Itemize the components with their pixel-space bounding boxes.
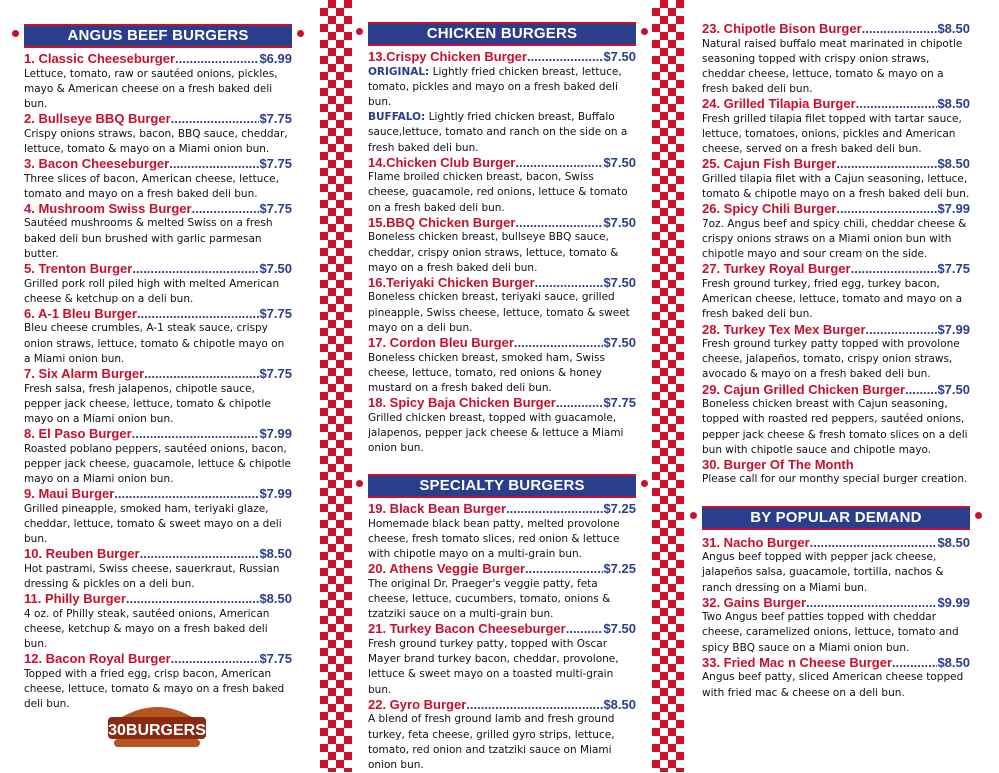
menu-item-price: $9.99 — [937, 594, 970, 610]
menu-item-price: $8.50 — [937, 96, 970, 112]
variant-label: BUFFALO: — [368, 111, 426, 124]
menu-item — [24, 52, 292, 112]
menu-item-title — [702, 596, 970, 611]
menu-item-price: $7.50 — [937, 381, 970, 397]
section-header-angus: ANGUS BEEF BURGERS — [24, 24, 292, 48]
menu-item-title — [24, 52, 292, 67]
menu-item-description: Crispy onions straws, bacon, BBQ sauce, cheddar, lettuce, tomato & mayo on a Miami onion bun. — [24, 127, 288, 155]
leader-dots — [892, 656, 937, 671]
menu-list-chicken — [368, 50, 636, 456]
menu-item-title — [702, 202, 970, 217]
leader-dots — [132, 427, 260, 442]
menu-item — [24, 157, 292, 202]
menu-item-description: Boneless chicken breast, bullseye BBQ sauce, cheddar, crispy onion straws, lettuce, tomato & mayo on a fresh baked deli bun. — [368, 231, 619, 274]
leader-dots — [856, 97, 938, 112]
menu-item-name: 7. Six Alarm Burger — [24, 366, 145, 382]
menu-item-title — [368, 156, 636, 171]
menu-item-name: 20. Athens Veggie Burger — [368, 561, 526, 577]
leader-dots — [525, 562, 603, 577]
menu-item-description: Fresh grilled tilapia filet topped with tartar sauce, lettuce, tomatoes, onions, pickles and American cheese, served on a fresh baked deli bun. — [702, 112, 962, 156]
leader-dots — [515, 216, 603, 231]
menu-item-name: 8. El Paso Burger — [24, 426, 132, 442]
menu-item-name: 14.Chicken Club Burger — [368, 154, 516, 170]
menu-item — [24, 202, 292, 262]
menu-item-price: $7.50 — [603, 621, 636, 637]
menu-item-price: $7.75 — [259, 366, 292, 382]
section-header-chicken: CHICKEN BURGERS — [368, 22, 636, 46]
menu-item-name: 21. Turkey Bacon Cheeseburger — [368, 621, 566, 637]
menu-item-title — [368, 276, 636, 291]
menu-item-name: 26. Spicy Chili Burger — [702, 201, 837, 217]
menu-item-description: Fresh ground turkey, fried egg, turkey bacon, American cheese, lettuce, tomato and mayo on a fresh baked deli bun. — [702, 277, 963, 321]
menu-item-title — [24, 652, 292, 667]
leader-dots — [514, 336, 604, 351]
menu-item-description: Roasted poblano peppers, sautéed onions, bacon, pepper jack cheese, guacamole, lettuce & chipotle mayo on a Miami onion bun. — [24, 442, 292, 486]
menu-item-title — [368, 216, 636, 231]
menu-item-title — [702, 157, 970, 172]
menu-item — [368, 502, 636, 562]
menu-item-name: 24. Grilled Tilapia Burger — [702, 96, 856, 112]
menu-item — [702, 656, 970, 701]
menu-item-title — [24, 112, 292, 127]
menu-item-name: 2. Bullseye BBQ Burger — [24, 111, 171, 127]
menu-item — [702, 323, 970, 383]
menu-item-title — [368, 562, 636, 577]
leader-dots — [169, 157, 259, 172]
leader-dots — [506, 502, 603, 517]
menu-item — [702, 97, 970, 157]
menu-item-name: 22. Gyro Burger — [368, 696, 467, 712]
menu-item-name: 15.BBQ Chicken Burger — [368, 214, 516, 230]
menu-item — [368, 396, 636, 456]
section-header-popular: BY POPULAR DEMAND — [702, 506, 970, 530]
menu-item-title — [24, 367, 292, 382]
menu-item-description: 7oz. Angus beef and spicy chili, cheddar cheese & crispy onions straws on a Miami onion bun with chipotle mayo and sour cream on the side. — [702, 217, 967, 261]
menu-item-price: $7.75 — [603, 395, 636, 411]
30burgers-logo — [98, 703, 216, 751]
menu-item-description: Hot pastrami, Swiss cheese, sauerkraut, Russian dressing & pickles on a deli bun. — [24, 562, 280, 591]
menu-item-name: 18. Spicy Baja Chicken Burger — [368, 395, 556, 411]
menu-item-description: A blend of fresh ground lamb and fresh ground turkey, feta cheese, grilled gyro strips, lettuce, tomato, red onion and tzatziki sauce on Miami onion bun. — [368, 713, 615, 771]
menu-item-price: $7.75 — [259, 651, 292, 667]
column-angus — [24, 0, 292, 713]
menu-item-price: $7.50 — [603, 214, 636, 230]
leader-dots — [126, 592, 260, 607]
menu-item-price: $8.50 — [937, 654, 970, 670]
menu-item-title — [702, 97, 970, 112]
menu-item-price: $7.50 — [259, 261, 292, 277]
menu-item-name: 11. Philly Burger — [24, 591, 126, 607]
leader-dots — [836, 202, 937, 217]
menu-item — [24, 547, 292, 592]
menu-item-price: $7.75 — [259, 200, 292, 216]
menu-item-name: 9. Maui Burger — [24, 486, 115, 502]
menu-item-name: 1. Classic Cheeseburger — [24, 51, 176, 66]
menu-item-name: 25. Cajun Fish Burger — [702, 156, 837, 172]
leader-dots — [171, 112, 260, 127]
menu-list-right — [702, 22, 970, 488]
leader-dots — [556, 396, 604, 411]
menu-item-name: 27. Turkey Royal Burger — [702, 261, 851, 277]
menu-item — [24, 592, 292, 652]
variant-text: Lightly fried chicken breast, Buffalo sauce,lettuce, tomato and ranch on the side on a fresh baked deli bun. — [368, 111, 628, 154]
menu-item-price: $7.50 — [603, 154, 636, 170]
menu-item — [368, 276, 636, 336]
leader-dots — [137, 307, 260, 322]
menu-list-angus — [24, 52, 292, 713]
menu-item-name: 6. A-1 Bleu Burger — [24, 305, 137, 321]
leader-dots — [466, 698, 603, 713]
menu-item-name: 4. Mushroom Swiss Burger — [24, 200, 192, 216]
menu-item — [24, 307, 292, 367]
menu-item-description: Grilled tilapia filet with a Cajun seasoning, lettuce, tomato & chipotle mayo on a fresh baked deli bun. — [702, 172, 970, 201]
menu-item — [24, 262, 292, 307]
leader-dots — [810, 536, 938, 551]
menu-item-price: $7.75 — [259, 305, 292, 321]
menu-item-title — [702, 323, 970, 338]
checker-border-right — [652, 0, 684, 772]
section-header-specialty: SPECIALTY BURGERS — [368, 474, 636, 498]
column-right — [702, 0, 970, 701]
menu-item-title — [702, 458, 970, 473]
menu-item — [368, 50, 636, 156]
leader-dots — [866, 323, 938, 338]
menu-item-description: Boneless chicken breast, smoked ham, Swiss cheese, lettuce, tomato, red onions & honey mustard on a fresh baked deli bun. — [368, 351, 605, 394]
menu-item-description: Fresh ground turkey patty topped with provolone cheese, jalapeños, tomato, crispy onion straws, avocado & mayo on a fresh baked deli bun. — [702, 338, 960, 381]
menu-item-name: 5. Trenton Burger — [24, 261, 133, 277]
menu-item — [368, 622, 636, 697]
menu-item — [368, 336, 636, 396]
leader-dots — [566, 622, 604, 637]
menu-item-price: $8.50 — [937, 21, 970, 36]
menu-item-title — [24, 307, 292, 322]
menu-item-price: $7.99 — [259, 486, 292, 502]
menu-item-name: 13.Crispy Chicken Burger — [368, 49, 527, 64]
leader-dots — [515, 156, 603, 171]
column-chicken — [368, 0, 636, 773]
menu-item-title — [24, 202, 292, 217]
menu-item-title — [702, 536, 970, 551]
menu-item-price: $7.75 — [259, 111, 292, 127]
menu-item-title — [24, 157, 292, 172]
menu-item-name: 28. Turkey Tex Mex Burger — [702, 321, 866, 337]
menu-item-price: $8.50 — [259, 591, 292, 607]
menu-item-description: Homemade black bean patty, melted provolone cheese, fresh tomato slices, red onion & lettuce with chipotle mayo on a multi-grain bun. — [368, 517, 620, 561]
menu-item-description: Grilled pineapple, smoked ham, teriyaki glaze, cheddar, lettuce, tomato & sweet mayo on a deli bun. — [24, 502, 282, 546]
menu-item — [702, 383, 970, 458]
leader-dots — [132, 262, 259, 277]
leader-dots — [862, 22, 938, 37]
menu-item-price: $7.50 — [603, 335, 636, 351]
menu-item-title — [702, 656, 970, 671]
menu-item-price: $8.50 — [259, 546, 292, 562]
menu-item-description: Boneless chicken breast, teriyaki sauce, grilled pineapple, Swiss cheese, lettuce, tomato & sweet mayo on a deli bun. — [368, 291, 630, 334]
menu-item — [702, 536, 970, 596]
menu-item-description: Bleu cheese crumbles, A-1 steak sauce, crispy onion straws, lettuce, tomato & chipotle mayo on a Miami onion bun. — [24, 322, 285, 365]
menu-item-title — [368, 50, 636, 65]
menu-item-description: Two Angus beef patties topped with cheddar cheese, caramelized onions, lettuce, tomato and spicy BBQ sauce on a Miami onion bun. — [702, 611, 959, 654]
menu-item — [24, 487, 292, 547]
menu-item-price: $6.99 — [259, 51, 292, 66]
menu-item-description: Angus beef patty, sliced American cheese topped with fried mac & cheese on a deli bun. — [702, 671, 964, 699]
menu-item-title — [702, 262, 970, 277]
menu-item-title — [368, 396, 636, 411]
menu-item-description: Grilled pork roll piled high with melted American cheese & ketchup on a deli bun. — [24, 277, 280, 305]
variant-text: Lightly fried chicken breast, lettuce, tomato, pickles and mayo on a fresh baked deli bun. — [368, 65, 622, 108]
menu-item-description: Please call for our monthy special burger creation. — [702, 473, 968, 486]
leader-dots — [905, 383, 937, 398]
menu-item-name: 23. Chipotle Bison Burger — [702, 21, 862, 36]
menu-item — [368, 562, 636, 622]
menu-item-name: 31. Nacho Burger — [702, 534, 810, 550]
menu-item-name: 30. Burger Of The Month — [702, 456, 854, 472]
leader-dots — [192, 202, 260, 217]
menu-item-description: Natural raised buffalo meat marinated in chipotle seasoning topped with crispy onion straws, cheddar cheese, lettuce, tomato & mayo on a fresh baked deli bun. — [702, 37, 963, 96]
menu-item-name: 33. Fried Mac n Cheese Burger — [702, 654, 893, 670]
menu-item-name: 3. Bacon Cheeseburger — [24, 156, 170, 172]
menu-item-price: $8.50 — [937, 156, 970, 172]
menu-item-price: $8.50 — [603, 696, 636, 712]
menu-item-description: The original Dr. Praeger's veggie patty, feta cheese, lettuce, cucumbers, tomato, onions & tzatziki sauce on a multi-grain bun. — [368, 577, 611, 621]
menu-item — [368, 698, 636, 773]
menu-item — [702, 596, 970, 656]
menu-item-description: Flame broiled chicken breast, bacon, Swiss cheese, guacamole, red onions, lettuce & tomato on a fresh baked deli bun. — [368, 171, 628, 214]
menu-item-price: $7.25 — [603, 501, 636, 517]
menu-item-description: Sautéed mushrooms & melted Swiss on a fresh baked deli bun brushed with garlic parmesan butter. — [24, 217, 273, 260]
leader-dots — [836, 157, 937, 172]
menu-item-title — [368, 502, 636, 517]
leader-dots — [140, 547, 260, 562]
menu-item-price: $7.25 — [603, 561, 636, 577]
menu-item-description: Fresh salsa, fresh jalapenos, chipotle sauce, pepper jack cheese, lettuce, tomato & chipotle mayo on a Miami onion bun. — [24, 382, 271, 425]
menu-item-variant — [368, 110, 636, 156]
menu-item-description: Three slices of bacon, American cheese, lettuce, tomato and mayo on a fresh baked deli bun. — [24, 172, 279, 200]
menu-item-description: Lettuce, tomato, raw or sautéed onions, pickles, mayo & American cheese on a fresh baked deli bun. — [24, 67, 278, 110]
variant-label: ORIGINAL: — [368, 65, 430, 78]
menu-item — [368, 156, 636, 216]
menu-item-name: 10. Reuben Burger — [24, 546, 140, 562]
menu-item-title — [24, 262, 292, 277]
menu-item-price: $7.75 — [937, 261, 970, 277]
menu-item-description: Fresh ground turkey patty, topped with Oscar Mayer brand turkey bacon, cheddar, provolone, lettuce & sweet mayo on a toasted multi-grain bun. — [368, 637, 619, 696]
menu-item — [702, 157, 970, 202]
menu-item-price: $7.99 — [259, 426, 292, 442]
menu-list-specialty — [368, 502, 636, 773]
leader-dots — [114, 487, 259, 502]
leader-dots — [851, 262, 938, 277]
checker-border-left — [320, 0, 352, 772]
menu-item-variant — [368, 65, 636, 111]
leader-dots — [535, 276, 604, 291]
menu-item — [24, 367, 292, 427]
menu-item-title — [368, 622, 636, 637]
menu-item-name: 16.Teriyaki Chicken Burger — [368, 274, 535, 290]
menu-item-title — [368, 698, 636, 713]
menu-item-name: 19. Black Bean Burger — [368, 501, 507, 517]
menu-item — [702, 202, 970, 262]
menu-item — [702, 22, 970, 97]
menu-item-title — [24, 547, 292, 562]
menu-item — [702, 458, 970, 488]
menu-item-description: 4 oz. of Philly steak, sautéed onions, American cheese, ketchup & mayo on a fresh baked deli bun. — [24, 607, 270, 651]
leader-dots — [175, 52, 259, 67]
menu-item-description: Topped with a fried egg, crisp bacon, American cheese, lettuce, tomato & mayo on a fresh baked deli bun. — [24, 667, 285, 711]
leader-dots — [806, 596, 937, 611]
leader-dots — [144, 367, 259, 382]
menu-item-price: $7.99 — [937, 201, 970, 217]
menu-item — [24, 427, 292, 487]
menu-item-description: Grilled chicken breast, topped with guacamole, jalapenos, pepper jack cheese & lettuce a Miami onion bun. — [368, 411, 624, 455]
menu-item-name: 17. Cordon Bleu Burger — [368, 335, 514, 351]
menu-item-price: $7.50 — [603, 274, 636, 290]
menu-item-price: $8.50 — [937, 534, 970, 550]
menu-item-title — [24, 487, 292, 502]
menu-item-price: $7.99 — [937, 321, 970, 337]
menu-item — [368, 216, 636, 276]
menu-item-title — [702, 383, 970, 398]
menu-item-description: Angus beef topped with pepper jack cheese, jalapeños salsa, guacamole, tortilla, nachos & ranch dressing on a Miami bun. — [702, 551, 944, 594]
leader-dots — [527, 50, 604, 65]
menu-item-title — [368, 336, 636, 351]
menu-item-title — [702, 22, 970, 37]
menu-item-price: $7.75 — [259, 156, 292, 172]
leader-dots — [171, 652, 260, 667]
menu-item-title — [24, 427, 292, 442]
menu-item-title — [24, 592, 292, 607]
menu-item-name: 32. Gains Burger — [702, 594, 807, 610]
logo-text: 30BURGERS — [108, 722, 206, 739]
menu-item — [702, 262, 970, 322]
menu-item-price: $7.50 — [603, 49, 636, 64]
menu-item-description: Boneless chicken breast with Cajun seasoning, topped with roasted red peppers, sautéed onions, pepper jack cheese & fresh tomato slices on a deli bun with chipotle sauce and chipotle mayo. — [702, 398, 968, 456]
menu-list-popular — [702, 536, 970, 701]
menu-item-name: 29. Cajun Grilled Chicken Burger — [702, 381, 905, 397]
menu-item-name: 12. Bacon Royal Burger — [24, 651, 171, 667]
menu-item — [24, 112, 292, 157]
